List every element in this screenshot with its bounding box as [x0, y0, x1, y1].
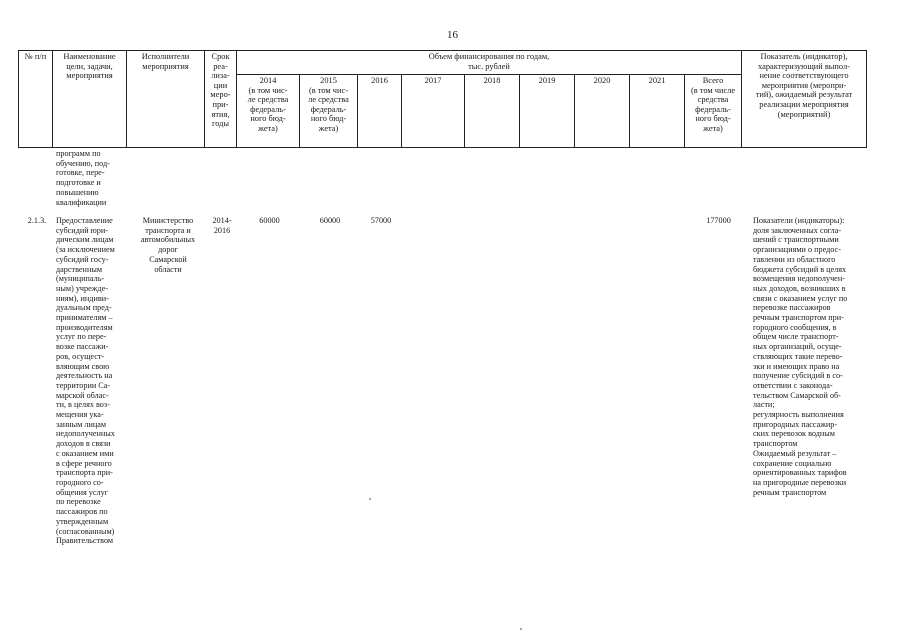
- row-name-line: субсидий госу-: [56, 254, 109, 264]
- header-total-line: средства: [697, 95, 729, 105]
- row-indicator-line: тельством Самарской об-: [753, 390, 841, 400]
- prev-row-line: квалификации: [56, 197, 107, 207]
- header-col-num: № п/п: [19, 51, 53, 148]
- header-year-note: ного бюд-: [250, 114, 286, 124]
- header-year-2015: [300, 75, 358, 148]
- row-value-2015: 60000: [319, 216, 341, 225]
- row-indicator-line: организациями о предос-: [753, 245, 841, 255]
- header-year-2017: [402, 75, 465, 148]
- row-name-line: вляющим свою: [56, 361, 110, 371]
- header-year-label: 2020: [593, 76, 611, 85]
- row-name-line: городного со-: [56, 477, 104, 487]
- header-line: Объем финансирования по годам,: [428, 52, 550, 61]
- row-executor-line: транспорта и: [145, 225, 191, 235]
- row-indicator-line: получение субсидий в со-: [753, 371, 843, 381]
- header-col-executor: [127, 51, 205, 148]
- header-year-note: жета): [258, 123, 278, 133]
- header-year-label: 2014: [259, 76, 277, 85]
- prev-row-line: обучению, под-: [56, 158, 110, 168]
- row-executor-line: Самарской: [149, 254, 187, 264]
- row-name-line: территории Са-: [56, 380, 111, 390]
- row-name-line: (муниципаль-: [56, 274, 105, 284]
- row-name-line: дическим лицам: [56, 235, 114, 245]
- row-name-line: в сфере речного: [56, 458, 112, 468]
- header-line: мероприятия: [142, 61, 189, 71]
- header-year-2018: [465, 75, 520, 148]
- header-line: Наименование: [63, 52, 116, 61]
- row-indicator-line: сохранение социально: [753, 458, 832, 468]
- row-indicator-line: городного сообщения, в: [753, 322, 837, 332]
- header-year-label: 2015: [320, 76, 337, 85]
- header-col-term: [205, 51, 237, 148]
- header-funding-title: [237, 51, 742, 75]
- header-line: тий), ожидаемый результат: [755, 90, 853, 100]
- row-term-line: 2014-: [212, 216, 232, 225]
- row-indicator-line: транспортом: [753, 439, 798, 449]
- header-year-note: ле средства: [308, 95, 349, 105]
- header-line: цели, задачи,: [66, 61, 113, 71]
- row-name-line: транспорта при-: [56, 468, 113, 478]
- row-indicator-line: ствляющих такие перево-: [753, 351, 843, 361]
- row-name-line: ров, осущест-: [56, 351, 105, 361]
- row-name-line: (за исключением: [56, 245, 115, 255]
- header-col-indicator: [742, 51, 867, 148]
- row-name-line: ным) учрежде-: [56, 283, 108, 293]
- row-indicator-line: зки и имеющих право на: [753, 361, 840, 371]
- prev-row-name-continuation: [56, 149, 138, 207]
- row-name-line: общения услуг: [56, 487, 109, 497]
- header-total-line: федераль-: [695, 104, 731, 114]
- header-total-line: жета): [703, 123, 723, 133]
- row-name-line: мещения ука-: [56, 410, 104, 420]
- scan-speck: [369, 498, 371, 500]
- header-line: реа-: [213, 61, 228, 71]
- row-indicator-line: шений с транспортными: [753, 235, 839, 245]
- header-col-name: [53, 51, 127, 148]
- header-year-note: ле средства: [247, 95, 289, 105]
- header-total-line: (в том числе: [690, 85, 736, 95]
- row-executor-line: области: [154, 264, 182, 274]
- row-name-line: занным лицам: [56, 419, 107, 429]
- row-executor-line: автомобильных: [140, 235, 196, 245]
- row-value-total: 177000: [706, 216, 731, 225]
- header-year-label: 2018: [483, 76, 501, 85]
- row-indicator-line: ных организаций, осуще-: [753, 342, 842, 352]
- header-line: тыс. рублей: [468, 61, 510, 71]
- header-line: годы: [211, 119, 230, 129]
- row-indicator-line: ласти;: [753, 400, 775, 410]
- prev-row-line: готовке, пере-: [56, 168, 105, 178]
- row-name-line: принимателям –: [56, 313, 113, 323]
- header-line: мероприятия (меропри-: [761, 80, 847, 90]
- header-line: нение соответствующего: [759, 71, 849, 81]
- row-executor-line: Министерство: [142, 216, 194, 225]
- row-name-line: дуальным пред-: [56, 303, 112, 313]
- header-total-line: ного бюд-: [695, 114, 731, 124]
- row-indicator-line: ных доходов, возникших в: [753, 283, 846, 293]
- header-total-line: Всего: [702, 76, 724, 85]
- row-name-line: услуг по пере-: [56, 332, 107, 342]
- row-name-line: пассажиров по: [56, 507, 108, 517]
- prev-row-line: программ по: [56, 149, 101, 158]
- row-term: [206, 216, 238, 235]
- row-indicator-line: на пригородные перевозки: [753, 477, 847, 487]
- table-header: [18, 50, 867, 148]
- row-indicator-line: пригородных пассажир-: [753, 419, 838, 429]
- row-indicator-line: возмещения недополучен-: [753, 274, 845, 284]
- row-name-line: с оказанием ими: [56, 448, 114, 458]
- row-number: 2.1.3.: [27, 216, 47, 225]
- header-year-2021: [630, 75, 685, 148]
- row-name-line: ниям), индиви-: [56, 293, 109, 303]
- header-line: (мероприятий): [777, 109, 831, 119]
- row-name-line: недополученных: [56, 429, 115, 439]
- row-name-line: по перевозке: [56, 497, 101, 507]
- header-line: меро-: [210, 90, 231, 100]
- row-executor: [130, 216, 206, 274]
- prev-row-line: повышению: [56, 187, 99, 197]
- row-indicator-line: общем числе транспорт-: [753, 332, 839, 342]
- row-term-line: 2016: [213, 225, 231, 235]
- row-indicator-line: регулярность выполнения: [753, 410, 844, 420]
- row-name-line: дарственным: [56, 264, 103, 274]
- row-value-2016: 57000: [370, 216, 392, 225]
- header-year-note: (в том чис-: [248, 85, 288, 95]
- row-name-line: деятельность на: [56, 371, 113, 381]
- row-indicator-line: ориентированных тарифов: [753, 468, 847, 478]
- row-name-line: (согласованным): [56, 526, 115, 536]
- header-year-2014: [237, 75, 300, 148]
- row-indicator-line: перевозке пассажиров: [753, 303, 831, 313]
- row-name-line: марской облас-: [56, 390, 109, 400]
- header-line: мероприятия: [66, 71, 113, 81]
- header-line: Исполнители: [141, 52, 190, 61]
- header-line: Показатель (индикатор),: [760, 52, 848, 61]
- header-total: [685, 75, 742, 148]
- header-year-note: (в том чис-: [308, 85, 348, 95]
- header-year-note: жета): [318, 123, 339, 133]
- row-indicator-line: бюджета субсидий в целях: [753, 264, 847, 274]
- row-name-line: субсидий юри-: [56, 225, 108, 235]
- header-year-note: федераль-: [310, 104, 347, 114]
- prev-row-line: подготовке и: [56, 178, 101, 188]
- row-name-line: Правительством: [56, 536, 114, 546]
- row-indicator-line: доля заключенных согла-: [753, 225, 842, 235]
- row-indicator-line: связи с оказанием услуг по: [753, 293, 848, 303]
- row-name-line: Предоставление: [56, 216, 113, 225]
- row-name-line: ти, в целях воз-: [56, 400, 110, 410]
- header-year-label: 2016: [371, 76, 388, 85]
- scan-speck: [520, 628, 522, 630]
- header-year-2019: [520, 75, 575, 148]
- row-indicator-line: ских перевозок водным: [753, 429, 835, 439]
- row-indicator-line: речным транспортом: [753, 487, 827, 497]
- header-line: ции: [213, 80, 228, 90]
- header-line: ятия,: [211, 109, 230, 119]
- row-indicator-line: ответствии с законода-: [753, 380, 833, 390]
- header-year-note: ного бюд-: [310, 114, 347, 124]
- header-year-label: 2021: [648, 76, 666, 85]
- header-line: лиза-: [211, 71, 230, 81]
- row-executor-line: дорог: [158, 245, 178, 255]
- header-year-2020: [575, 75, 630, 148]
- row-indicator: [753, 216, 888, 497]
- header-year-note: федераль-: [250, 104, 286, 114]
- row-value-2014: 60000: [259, 216, 280, 225]
- row-indicator-line: тавлении из областного: [753, 254, 836, 264]
- page-number: 16: [447, 29, 458, 41]
- row-name-line: утвержденным: [56, 516, 109, 526]
- header-year-label: 2019: [538, 76, 556, 85]
- row-indicator-line: Показатели (индикаторы):: [753, 216, 845, 225]
- header-line: Срок: [211, 52, 230, 61]
- header-line: характеризующий выпол-: [758, 61, 850, 71]
- header-year-2016: [358, 75, 402, 148]
- header-year-label: 2017: [424, 76, 442, 85]
- header-line: при-: [212, 99, 229, 109]
- row-name-line: производителям: [56, 322, 113, 332]
- row-indicator-line: речным транспортом при-: [753, 313, 844, 323]
- row-name-line: возке пассажи-: [56, 342, 109, 352]
- row-indicator-line: Ожидаемый результат –: [753, 448, 837, 458]
- header-line: реализации мероприятия: [759, 99, 849, 109]
- row-name-line: доходов в связи: [56, 439, 111, 449]
- row-name: [56, 216, 128, 546]
